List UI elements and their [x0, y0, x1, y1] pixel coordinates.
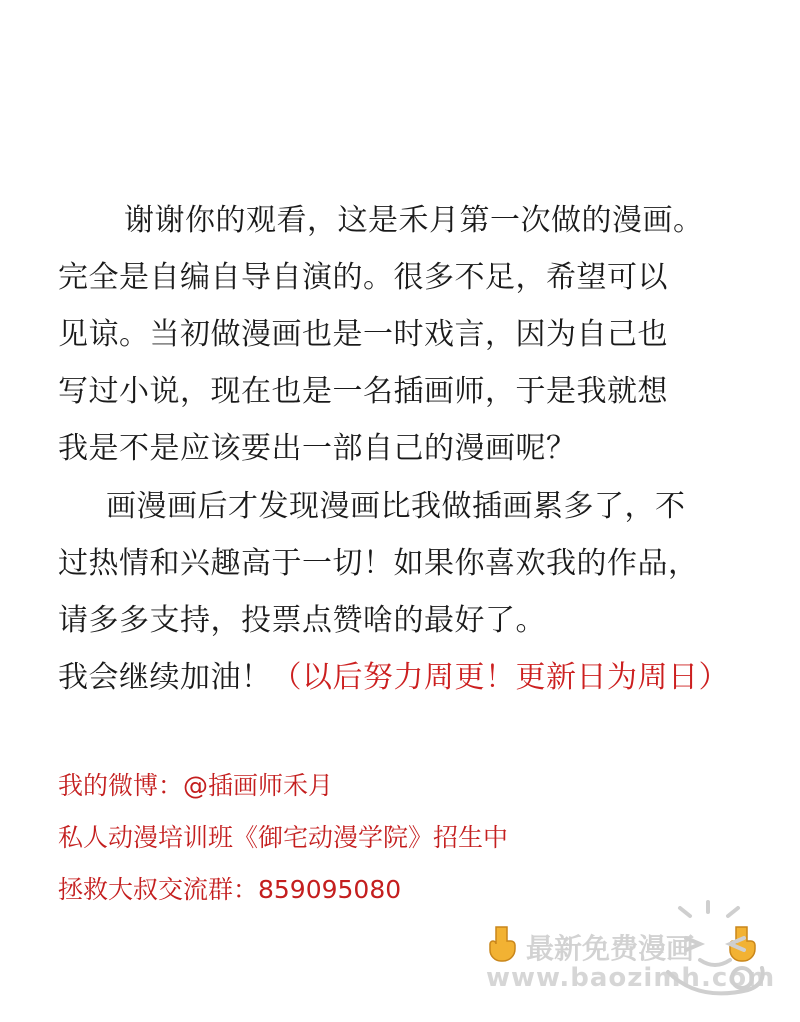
watermark-url: www.baozimh.com [486, 963, 776, 993]
watermark-text: 最新免费漫画 [526, 932, 695, 965]
mascot-face-icon [660, 898, 770, 1008]
note-line-6: 画漫画后才发现漫画比我做插画累多了，不 [106, 489, 686, 524]
note-line-7: 过热情和兴趣高于一切！如果你喜欢我的作品， [58, 546, 699, 581]
closing-text: 我会继续加油！ [58, 660, 272, 695]
weibo-contact: 我的微博：@插画师禾月 [58, 771, 334, 800]
note-line-5: 我是不是应该要出一部自己的漫画呢？ [58, 431, 577, 466]
note-line-4: 写过小说，现在也是一名插画师，于是我就想 [58, 374, 668, 409]
note-closing-line [58, 652, 729, 696]
note-line-1: 谢谢你的观看，这是禾月第一次做的漫画。 [124, 203, 704, 238]
group-contact: 拯救大叔交流群：859095080 [58, 875, 402, 904]
note-line-2: 完全是自编自导自演的。很多不足，希望可以 [58, 260, 668, 295]
training-class-ad: 私人动漫培训班《御宅动漫学院》招生中 [58, 823, 509, 852]
note-line-8: 请多多支持，投票点赞啥的最好了。 [58, 603, 546, 638]
pointing-hand-icon [488, 925, 522, 963]
schedule-text: （以后努力周更！更新日为周日） [271, 660, 729, 695]
note-line-3: 见谅。当初做漫画也是一时戏言，因为自己也 [58, 317, 668, 352]
